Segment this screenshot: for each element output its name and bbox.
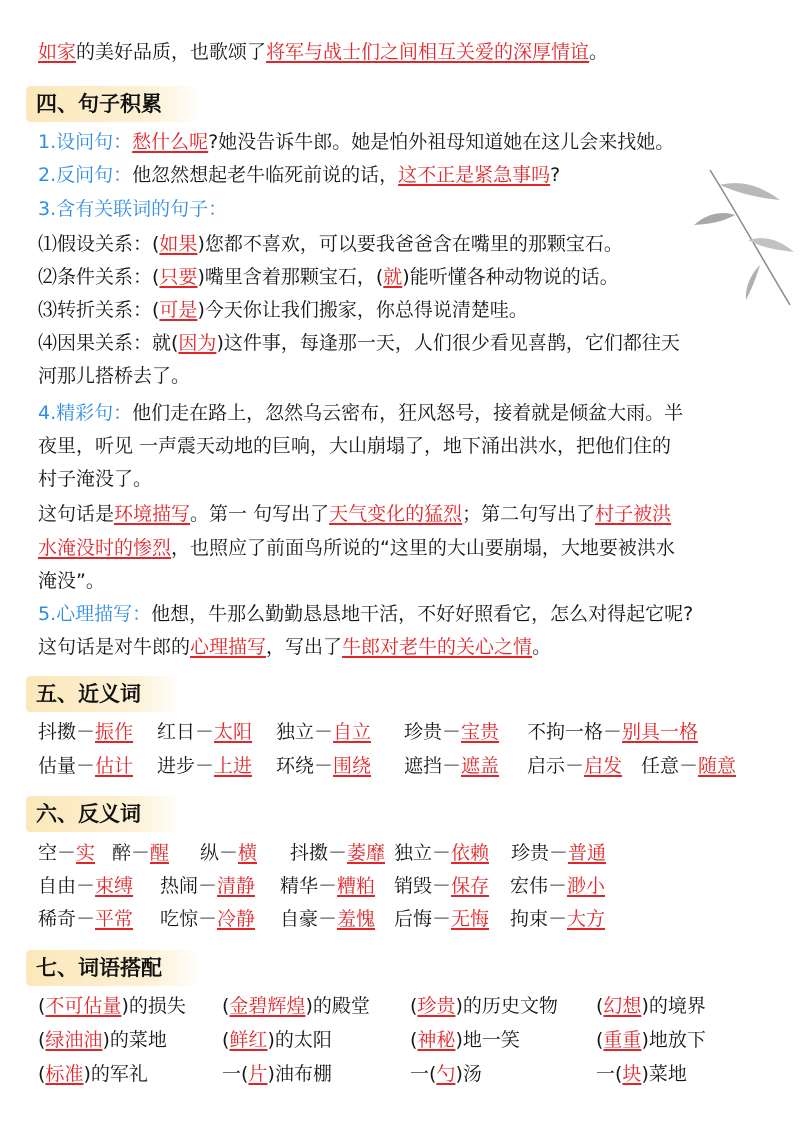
synonym-pair <box>38 751 133 781</box>
excellent-sentence-2: 夜里，听见 一声震天动地的巨响，大山崩塌了，地下涌出洪水，把他们住的 <box>38 435 672 457</box>
synonym-pair <box>527 751 622 781</box>
collocation-answer: 不可估量 <box>45 995 122 1017</box>
antonym-pair <box>510 871 605 901</box>
psychology-analysis: 这句话是对牛郎的心理描写，写出了牛郎对老牛的关心之情。 <box>38 636 552 658</box>
antonym-pair <box>38 838 95 868</box>
antonym-pair <box>394 904 489 934</box>
synonym-pair <box>641 751 736 781</box>
sentence-cause: ⑷因果关系：就(因为)这件事，每逢那一天，人们很少看见喜鹊，它们都往天 <box>38 332 680 354</box>
pair-answer: 宝贵 <box>461 721 500 743</box>
excellent-sentence-3: 村子淹没了。 <box>38 468 153 490</box>
antonym-pair <box>160 871 255 901</box>
collocation-item: (幻想)的境界 <box>596 995 706 1017</box>
pair-answer: 横 <box>238 842 258 864</box>
bamboo-decoration <box>690 160 800 310</box>
pair-answer: 清静 <box>217 875 256 897</box>
pair-answer: 冷静 <box>217 908 256 930</box>
antonym-pair <box>112 838 169 868</box>
antonym-pair <box>38 871 133 901</box>
collocation-item: (神秘)地一笑 <box>410 1029 520 1051</box>
pair-word: 不拘一格－ <box>527 721 623 743</box>
synonym-pair <box>38 717 133 747</box>
collocation-answer: 鲜红 <box>229 1029 268 1051</box>
pair-answer: 萎靡 <box>347 842 386 864</box>
collocation-answer: 勺 <box>436 1063 456 1085</box>
pair-answer: 羞愧 <box>337 908 376 930</box>
pair-word: 稀奇－ <box>38 908 96 930</box>
pair-answer: 自立 <box>333 721 372 743</box>
synonym-pair <box>157 751 252 781</box>
pair-answer: 太阳 <box>214 721 253 743</box>
pair-word: 启示－ <box>527 755 585 777</box>
analysis-line-3: 淹没”。 <box>38 570 105 592</box>
antonym-pair <box>394 871 489 901</box>
collocation-answer: 珍贵 <box>417 995 456 1017</box>
collocation-item: (绿油油)的菜地 <box>38 1029 167 1051</box>
section-heading-7: 七、词语搭配 <box>26 950 202 986</box>
sentence-contrast: ⑶转折关系：(可是)今天你让我们搬家，你总得说清楚哇。 <box>38 299 528 321</box>
psychology-sentence: 5.心理描写：他想，牛那么勤勤恳恳地干活，不好好照看它，怎么对得起它呢? <box>38 603 694 625</box>
antonym-pair <box>160 904 255 934</box>
pair-answer: 围绕 <box>333 755 372 777</box>
antonym-pair <box>280 871 375 901</box>
pair-answer: 别具一格 <box>622 721 699 743</box>
antonym-pair <box>290 838 385 868</box>
sentence-conjunctions-heading: 3.含有关联词的句子： <box>38 198 228 220</box>
pair-word: 珍贵－ <box>404 721 462 743</box>
pair-word: 宏伟－ <box>510 875 568 897</box>
pair-answer: 实 <box>76 842 96 864</box>
collocation-item: (重重)地放下 <box>596 1029 706 1051</box>
collocation-item: 一(块)菜地 <box>596 1063 687 1085</box>
pair-word: 任意－ <box>641 755 699 777</box>
pair-word: 后悔－ <box>394 908 452 930</box>
pair-answer: 大方 <box>567 908 606 930</box>
pair-answer: 保存 <box>451 875 490 897</box>
pair-word: 拘束－ <box>510 908 568 930</box>
pair-word: 抖擞－ <box>290 842 348 864</box>
sentence-rhetorical-question: 2.反问句：他忽然想起老牛临死前说的话，这不正是紧急事吗? <box>38 164 561 186</box>
pair-answer: 醒 <box>150 842 170 864</box>
collocation-item: (标准)的军礼 <box>38 1063 148 1085</box>
section-heading-5: 五、近义词 <box>26 676 181 712</box>
pair-word: 醉－ <box>112 842 151 864</box>
collocation-answer: 金碧辉煌 <box>229 995 306 1017</box>
analysis-line-2: 水淹没时的惨烈，也照应了前面鸟所说的“这里的大山要崩塌，大地要被洪水 <box>38 537 675 559</box>
collocation-answer: 绿油油 <box>45 1029 103 1051</box>
antonym-pair <box>510 904 605 934</box>
antonym-pair <box>38 904 133 934</box>
pair-word: 珍贵－ <box>511 842 569 864</box>
sentence-condition: ⑵条件关系：(只要)嘴里含着那颗宝石，(就)能听懂各种动物说的话。 <box>38 266 619 288</box>
intro-line: 如家的美好品质，也歌颂了将军与战士们之间相互关爱的深厚情谊。 <box>38 41 609 63</box>
synonym-pair <box>404 751 499 781</box>
collocation-item: (不可估量)的损失 <box>38 995 186 1017</box>
pair-word: 估量－ <box>38 755 96 777</box>
pair-answer: 束缚 <box>95 875 134 897</box>
pair-answer: 糟粕 <box>337 875 376 897</box>
sentence-cause-cont: 河那儿搭桥去了。 <box>38 365 191 387</box>
collocation-item: 一(片)油布棚 <box>222 1063 332 1085</box>
collocation-answer: 块 <box>622 1063 642 1085</box>
pair-word: 自豪－ <box>280 908 338 930</box>
pair-word: 抖擞－ <box>38 721 96 743</box>
pair-answer: 渺小 <box>567 875 606 897</box>
pair-word: 精华－ <box>280 875 338 897</box>
collocation-item: (鲜红)的太阳 <box>222 1029 332 1051</box>
pair-word: 纵－ <box>200 842 239 864</box>
antonym-pair <box>394 838 489 868</box>
section-heading-6: 六、反义词 <box>26 796 181 832</box>
pair-word: 红日－ <box>157 721 215 743</box>
pair-answer: 随意 <box>698 755 737 777</box>
pair-word: 吃惊－ <box>160 908 218 930</box>
excellent-sentence: 4.精彩句：他们走在路上，忽然乌云密布，狂风怒号，接着就是倾盆大雨。半 <box>38 402 684 424</box>
pair-answer: 无悔 <box>451 908 490 930</box>
pair-word: 环绕－ <box>276 755 334 777</box>
synonym-pair <box>276 751 371 781</box>
intro-key-2: 将军与战士们之间相互关爱的深厚情谊 <box>266 41 590 63</box>
pair-answer: 估计 <box>95 755 134 777</box>
collocation-answer: 神秘 <box>417 1029 456 1051</box>
synonym-pair <box>527 717 698 747</box>
analysis-line-1: 这句话是环境描写。第一 句写出了天气变化的猛烈；第二句写出了村子被洪 <box>38 503 672 525</box>
pair-answer: 上进 <box>214 755 253 777</box>
pair-answer: 振作 <box>95 721 134 743</box>
pair-answer: 依赖 <box>451 842 490 864</box>
pair-word: 独立－ <box>276 721 334 743</box>
antonym-pair <box>511 838 606 868</box>
collocation-answer: 幻想 <box>603 995 642 1017</box>
pair-word: 销毁－ <box>394 875 452 897</box>
pair-word: 空－ <box>38 842 77 864</box>
collocation-item: 一(勺)汤 <box>410 1063 482 1085</box>
collocation-answer: 重重 <box>603 1029 642 1051</box>
intro-key-1: 如家 <box>38 41 77 63</box>
collocation-item: (金碧辉煌)的殿堂 <box>222 995 370 1017</box>
pair-word: 自由－ <box>38 875 96 897</box>
pair-answer: 启发 <box>584 755 623 777</box>
synonym-pair <box>157 717 252 747</box>
sentence-rhetorical-q: 1.设问句：愁什么呢?她没告诉牛郎。她是怕外祖母知道她在这儿会来找她。 <box>38 131 675 153</box>
antonym-pair <box>280 904 375 934</box>
pair-word: 热闹－ <box>160 875 218 897</box>
pair-word: 独立－ <box>394 842 452 864</box>
pair-answer: 遮盖 <box>461 755 500 777</box>
synonym-pair <box>276 717 371 747</box>
antonym-pair <box>200 838 257 868</box>
pair-answer: 普通 <box>568 842 607 864</box>
collocation-item: (珍贵)的历史文物 <box>410 995 558 1017</box>
synonym-pair <box>404 717 499 747</box>
collocation-answer: 标准 <box>45 1063 84 1085</box>
pair-word: 遮挡－ <box>404 755 462 777</box>
section-heading-4: 四、句子积累 <box>26 86 202 122</box>
sentence-hypothesis: ⑴假设关系：(如果)您都不喜欢，可以要我爸爸含在嘴里的那颗宝石。 <box>38 233 623 255</box>
collocation-answer: 片 <box>248 1063 268 1085</box>
pair-answer: 平常 <box>95 908 134 930</box>
pair-word: 进步－ <box>157 755 215 777</box>
